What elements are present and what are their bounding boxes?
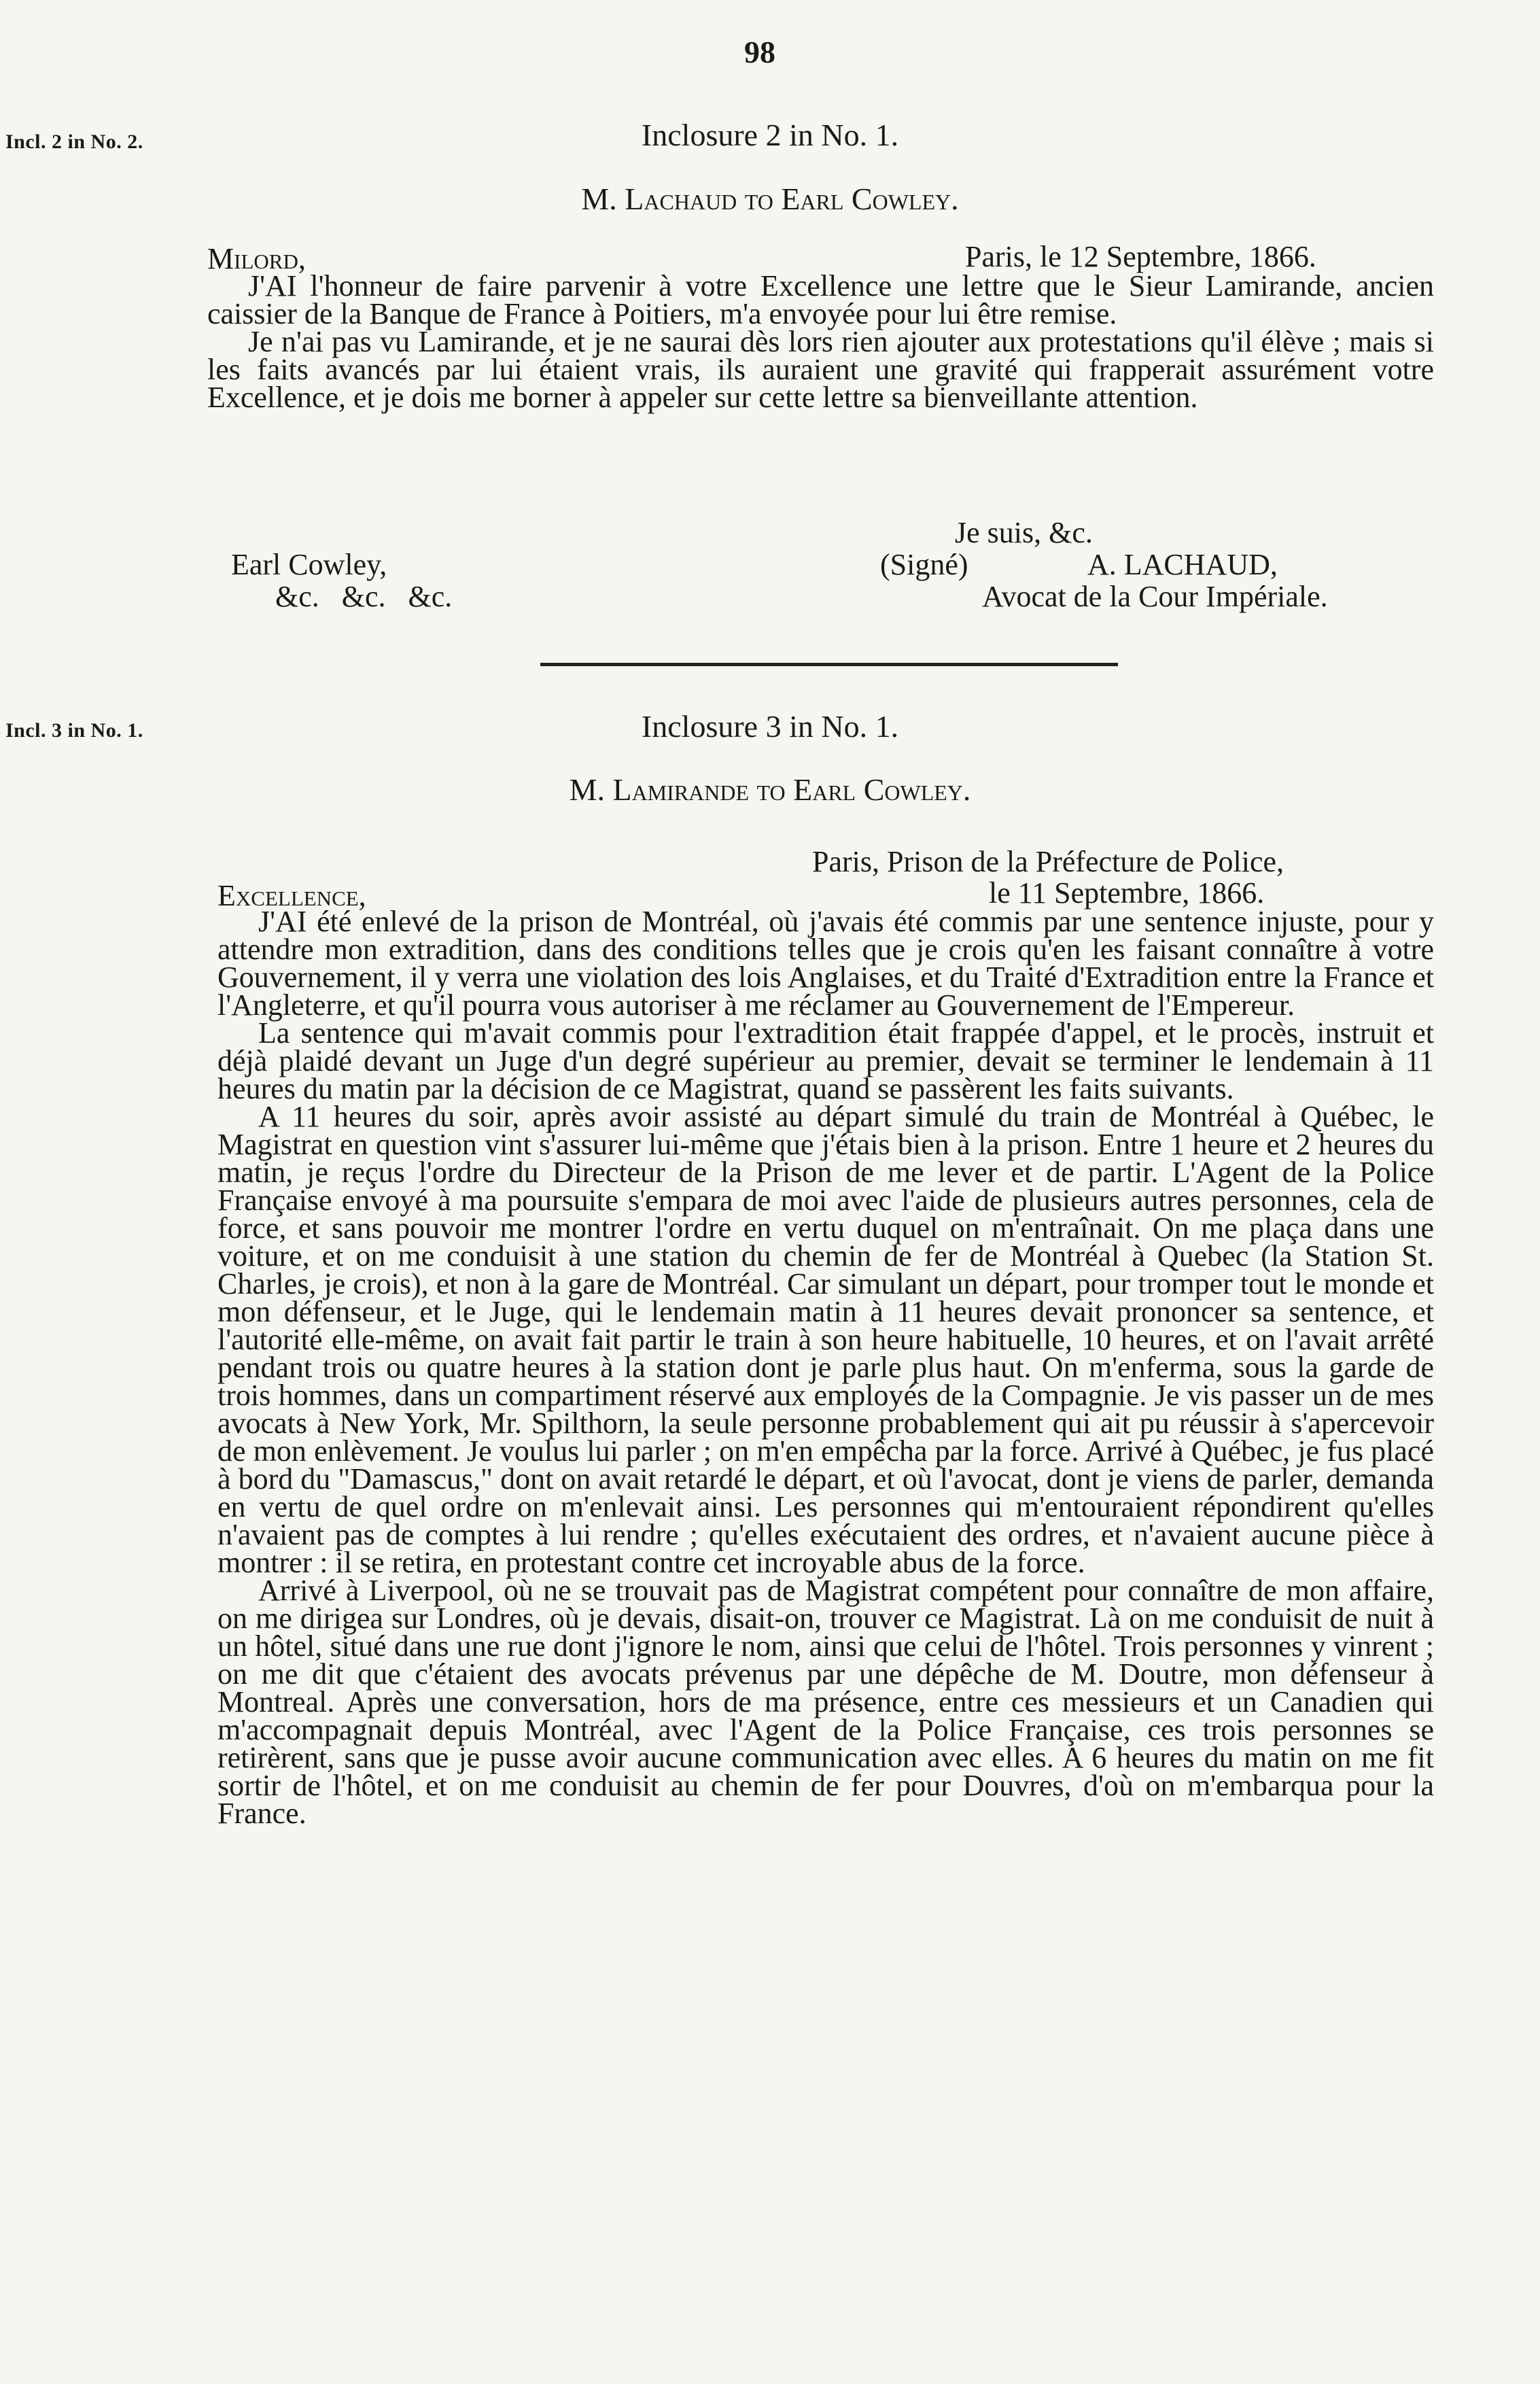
dateline: Paris, le 12 Septembre, 1866.: [965, 240, 1316, 273]
inclosure-3-subtitle: M. Lamirande to Earl Cowley.: [569, 772, 971, 807]
inclosure-3-title: Inclosure 3 in No. 1.: [641, 709, 899, 744]
addressee: Earl Cowley,: [231, 548, 387, 581]
page-number: 98: [744, 35, 775, 69]
paragraph: Je n'ai pas vu Lamirande, et je ne saurai dès lors rien ajouter aux protestations qu'il élève ; mais si les faits avancés par lui étaient vrais, ils auraient une gravité qui frapperait assurément votre Excellence, et je dois me borner à appeler sur cette lettre sa bienveillante attention.: [207, 325, 1434, 414]
section-divider: [540, 663, 1118, 666]
margin-note-incl-2: Incl. 2 in No. 2.: [5, 131, 143, 153]
paragraph: A 11 heures du soir, après avoir assisté au départ simulé du train de Montréal à Québec, le Magistrat en question vint s'assurer lui-même que j'étais bien à la prison. Entre 1 heure et 2 heures du matin, je reçus l'ordre du Directeur de la Prison de me lever et de partir. L'Agent de la Police Française envoyé à ma poursuite s'empara de moi avec l'aide de plusieurs autres personnes, cela de force, et sans pouvoir me montrer l'ordre en vertu duquel on m'entraînait. On me plaça dans une voiture, et on me conduisit à une station du chemin de fer de Montréal à Quebec (la Station St. Charles, je crois), et non à la gare de Montréal. Car simulant un départ, pour tromper tout le monde et mon défenseur, et le Juge, qui le lendemain matin à 11 heures devait prononcer sa sentence, et l'autorité elle-même, on avait fait partir le train à son heure habituelle, 10 heures, et on l'avait arrêté pendant trois ou quatre heures à la station dont je parle plus haut. On m'enferma, sous la garde de trois hommes, dans un compartiment réservé aux employés de la Compagnie. Je vis passer un de mes avocats à New York, Mr. Spilthorn, la seule personne probablement qui ait pu réussir à s'apercevoir de mon enlèvement. Je voulus lui parler ; on m'en empêcha par la force. Arrivé à Québec, je fus placé à bord du "Damascus," dont on avait retardé le départ, et où l'avocat, dont je viens de parler, demanda en vertu de quel ordre on m'enlevait ainsi. Les personnes qui m'entouraient répondirent qu'elles n'avaient pas de comptes à lui rendre ; qu'elles exécutaient des ordres, et n'avaient aucune pièce à montrer : il se retira, en protestant contre cet incroyable abus de la force.: [217, 1100, 1434, 1579]
inclosure-2-body: [207, 269, 1434, 414]
closing: Je suis, &c.: [955, 516, 1093, 549]
inclosure-3-body: [217, 905, 1434, 1830]
dateline-date: le 11 Septembre, 1866.: [989, 876, 1265, 910]
paragraph: Arrivé à Liverpool, où ne se trouvait pas de Magistrat compétent pour connaître de mon affaire, on me dirigea sur Londres, où je devais, disait-on, trouver ce Magistrat. Là on me conduisit de nuit à un hôtel, situé dans une rue dont j'ignore le nom, ainsi que celui de l'hôtel. Trois personnes y vinrent ; on me dit que c'étaient des avocats prévenus par une dépêche de M. Doutre, mon défenseur à Montreal. Après une conversation, hors de ma présence, entre ces messieurs et un Canadien qui m'accompagnait depuis Montréal, avec l'Agent de la Police Française, ces trois personnes se retirèrent, sans que je pusse avoir aucune communication avec elles. A 6 heures du matin on me fit sortir de l'hôtel, et on me conduisit au chemin de fer pour Douvres, d'où on m'embarqua pour la France.: [217, 1574, 1434, 1830]
inclosure-2-title: Inclosure 2 in No. 1.: [641, 118, 899, 152]
signed-label: (Signé): [880, 548, 968, 581]
paragraph: J'AI l'honneur de faire parvenir à votre Excellence une lettre que le Sieur Lamirande, ancien caissier de la Banque de France à Poitiers, m'a envoyée pour lui être remise.: [207, 269, 1434, 330]
margin-note-incl-3: Incl. 3 in No. 1.: [5, 719, 143, 742]
signer-name: A. LACHAUD,: [1087, 548, 1278, 581]
salutation: Milord,: [207, 242, 306, 275]
addressee-etc: &c. &c. &c.: [275, 580, 453, 613]
inclosure-2-subtitle: M. Lachaud to Earl Cowley.: [581, 182, 959, 216]
dateline-place: Paris, Prison de la Préfecture de Police,: [812, 845, 1284, 878]
paragraph: La sentence qui m'avait commis pour l'extradition était frappée d'appel, et le procès, instruit et déjà plaidé devant un Juge d'un degré supérieur au premier, devait se terminer le lendemain à 11 heures du matin par la décision de ce Magistrat, quand se passèrent les faits suivants.: [217, 1016, 1434, 1105]
salutation: Excellence,: [217, 879, 366, 912]
signer-title: Avocat de la Cour Impériale.: [982, 580, 1328, 613]
paragraph: J'AI été enlevé de la prison de Montréal, où j'avais été commis par une sentence injuste, pour y attendre mon extradition, dans des conditions telles que je crois qu'en les faisant connaître à votre Gouvernement, il y verra une violation des lois Anglaises, et du Traité d'Extradition entre la France et l'Angleterre, et qu'il pourra vous autoriser à me réclamer au Gouvernement de l'Empereur.: [217, 905, 1434, 1022]
